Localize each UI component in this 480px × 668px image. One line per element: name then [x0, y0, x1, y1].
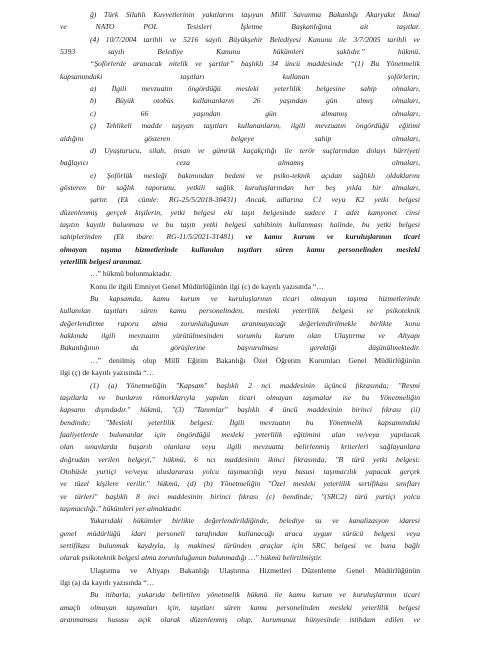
- text-line: sertifikası bulunmak kaydıyla, iş makinesi türünden araçlar için SRC belgesi ve buna bağlı: [60, 541, 420, 551]
- text-line: doğrudan verilen belgeyi," hükmü, 6 ncı maddesinin ikinci fıkrasında; "B türü yetki belgesi:: [60, 454, 420, 464]
- text-line: genel müdürlüğü idari personeli tarafından kullanacağı araca uygun sürücü belgesi veya: [60, 528, 420, 538]
- text-line: Bu itibarla; yukarıda belirtilen yönetmelik hükmü ile kamu kurum ve kuruluşlarının ticari: [90, 590, 420, 600]
- text-line: hakkında ilgili mevzuatın yürütülmesinden sorumlu kurum olan Ulaştırma ve Altyapı: [60, 331, 420, 341]
- text-line: taşımacılığı." hükümleri yer almaktadır.: [60, 504, 182, 513]
- text-line: ve türleri" başlıklı 8 inci maddesinin birinci fıkrası (c) bendinde; "(SRC2) türü yurtiçi yolcu: [60, 491, 420, 501]
- text-line: olarak psikoteknik belgesi alma zorunluluğunun bulunmadığı …" hükmü belirtilmiştir.: [60, 553, 322, 563]
- text-line: faaliyetlerde bulunanlar için öngördüğü mesleki yeterlilik eğitimini alan ve/veya yapılacak: [60, 429, 420, 439]
- text-line: a) İlgili mevzuatın öngördüğü mesleki yeterlilik belgesine sahip olmaları,: [90, 84, 420, 94]
- text-line: kullanılan taşıtları süren kamu personelinden, mesleki yeterlilik belgesi ve psikoteknik: [60, 306, 420, 316]
- text-line: ve tüzel kişilere verilir." hükmü, (d) (b) Yönetmeliğin "Özel mesleki yeterlilik sertifikası sınıfları: [60, 479, 420, 489]
- text-line: aldığını gösteren belgeye sahip olmaları,: [60, 133, 420, 143]
- text-line: değerlendirme raporu alma zorunluluğunun aranmayacağı değerlendirilmekle birlikte konu: [60, 318, 420, 328]
- text-line: …” hükmü bulunmaktadır.: [90, 269, 172, 279]
- text-line: Bu kapsamda, kamu kurum ve kuruluşlarının ticari olmayan taşıma hizmetlerinde: [90, 294, 420, 304]
- text-line: e) Şoförlük mesleği bakımından bedeni ve psiko-teknik açıdan sağlıklı olduklarını: [90, 170, 420, 180]
- text-line: kapsamı dışındadır." hükmü, "(3) "Tanımlar" başlıklı 4 üncü maddesinin birinci fıkrası (ii): [60, 405, 420, 415]
- text-line: Konu ile ilgili Emniyet Genel Müdürlüğünün ilgi (c) de kayıtlı yazısında “…: [90, 281, 324, 291]
- text-line: taşıtın kayıtlı bulunması ve bu taşıtı yetki belgesi sahibinin kullanması halinde, bu yetki belgesi: [60, 219, 420, 229]
- text-line: olan sınavlarda başarılı olanlara veya ilgili mevzuatta belirlenmiş kriterleri sağlayanlara: [60, 442, 420, 452]
- text-line: amaçlı olmayan taşımaları için, taşıtları süren kamu personelinden mesleki yeterlilik belgesi: [60, 602, 420, 612]
- text-line: ğ) Türk Silahlı Kuvvetlerinin yakıtlarını taşıyan Millî Savunma Bakanlığı Akaryakıt İkmal: [90, 10, 420, 19]
- text-line: (4) 10/7/2004 tarihli ve 5216 sayılı Büyükşehir Belediyesi Kanunu ile 3/7/2005 tarihli ve: [90, 34, 420, 44]
- text-line: …” denilmiş olup Millî Eğitim Bakanlığı Özel Öğretim Kurumları Genel Müdürlüğünün: [90, 355, 420, 365]
- text-line: ve NATO POL Tesisleri İşletme Başkanlığına ait taşıtlar.: [60, 22, 420, 32]
- text-line: ilgi (ç) de kayıtlı yazısında “…: [60, 368, 155, 378]
- text-line: ilgi (a) da kayıtlı yazısında “…: [60, 578, 155, 588]
- text-line: kapsamındaki taşıtları kullanan şoförlerin;: [60, 71, 420, 81]
- text-line: (1) (a) Yönetmeliğin "Kapsam" başlıklı 2 nci maddesinin üçüncü fıkrasında; "Resmi: [90, 380, 420, 390]
- text-line: aranmaması hususu açık olarak düzenlenmiş olup, kurumunuz bünyesinde istihdam edilen ve: [60, 615, 420, 625]
- text-line: 5393 sayılı Belediye Kanunu hükümleri saklıdır.” hükmü,: [60, 47, 420, 57]
- text-line: şartır. (Ek cümle: RG-25/5/2018-30431) Ancak, adlarına C1 veya K2 yetki belgesi: [90, 195, 420, 205]
- text-line: Bakanlığının da görüşlerine başvurulması gerektiği düşünülmektedir.: [60, 343, 420, 353]
- text-line: Ulaştırma ve Altyapı Bakanlığı Ulaştırma Hizmetleri Düzenleme Genel Müdürlüğünün: [90, 565, 420, 575]
- text-line: taşıtlarla ve bunların römorklarıyla yapılan ticari olmayan taşımalar ise bu Yönetmeliğin: [60, 392, 420, 402]
- text-line: yeterlilik belgesi aranmaz.: [60, 257, 143, 266]
- text-line: Otobüsle yurtiçi ve/veya uluslararası yolcu taşımacılığı veya hususi taşımacılık yapacak gerçek: [60, 466, 420, 476]
- text-line: gösteren bir sağlık raporunu, yetkili sağlık kuruluşlarından her beş yılda bir almaları,: [60, 182, 420, 192]
- text-line: d) Uyuşturucu, silah, insan ve gümrük kaçakçılığı ile terör suçlarından dolayı hürriyeti: [90, 145, 420, 155]
- text-line: sahiplerinden (Ek ibare: RG-11/5/2021-31481) ve kamu kurum ve kuruluşlarının ticari: [60, 232, 420, 242]
- text-line: Yukarıdaki hükümler birlikte değerlendirildiğinde, belediye su ve kanalizasyon idaresi: [90, 516, 420, 526]
- text-line: bağlayıcı ceza almamış olmaları,: [60, 158, 420, 168]
- text-line: ç) Tehlikeli madde taşıyan taşıtları kullananların, ilgili mevzuatın öngördüğü eğitimi: [90, 121, 420, 131]
- text-line: b) Büyük otobüs kullananların 26 yaşından gün almış olmaları,: [90, 96, 420, 106]
- text-line: bendinde; "Mesleki yeterlilik belgesi: İlgili mevzuatın bu Yönetmelik kapsamındaki: [60, 417, 420, 427]
- text-line: “Şoförlerde aranacak nitelik ve şartlar” başlıklı 34 üncü maddesinde “(1) Bu Yönetmelik: [90, 59, 420, 69]
- text-line: c) 66 yaşından gün almamış olmaları,: [90, 108, 420, 118]
- text-line: olmayan taşıma hizmetlerinde kullanılan taşıtları süren kamu personelinden mesleki: [60, 244, 420, 254]
- text-line: düzenlenmiş gerçek kişilerin, yetki belgesi eki taşıt belgesinde sadece 1 adet kamyonet cinsi: [60, 207, 420, 217]
